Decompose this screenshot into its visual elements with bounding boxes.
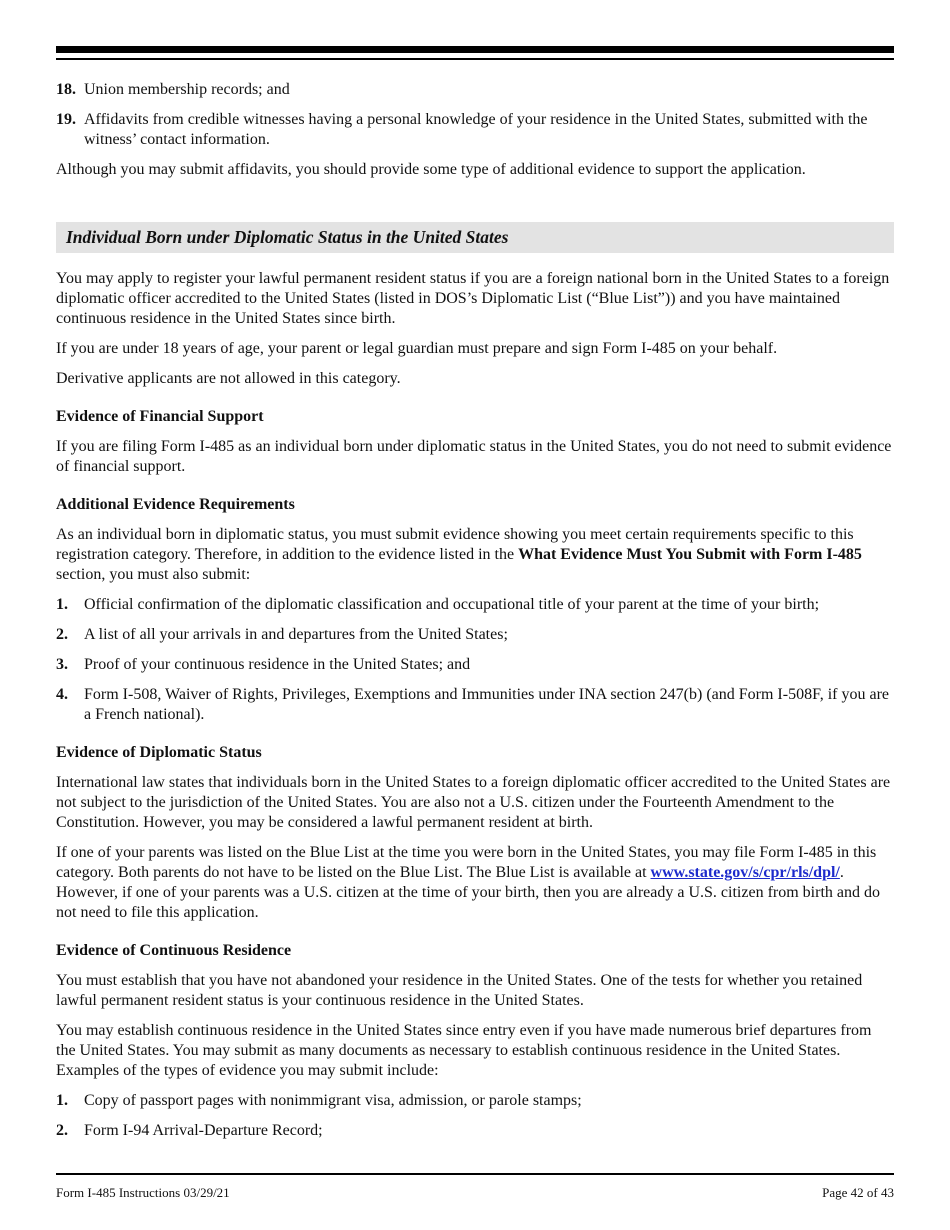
list-item	[56, 110, 894, 150]
list-number: 18.	[56, 81, 76, 98]
heading-diplomatic-status: Evidence of Diplomatic Status	[56, 744, 262, 761]
list-item	[56, 1091, 894, 1111]
list-text: Affidavits from credible witnesses having a personal knowledge of your residence in the United States, submitted with the witness’ contact information.	[84, 111, 868, 148]
list-number: 2.	[56, 1122, 68, 1139]
list-number: 3.	[56, 656, 68, 673]
list-item	[56, 685, 894, 725]
list-item	[56, 655, 894, 675]
paragraph-under-18: If you are under 18 years of age, your parent or legal guardian must prepare and sign Form I-485 on your behalf.	[56, 340, 778, 357]
paragraph-intro: You may apply to register your lawful permanent resident status if you are a foreign national born in the United States to a foreign diplomatic officer accredited to the United States (listed in DOS’s Diplomatic List (“Blue List”)) and you have maintained continuous residence in the United States since birth.	[56, 270, 890, 327]
list-item	[56, 1121, 894, 1141]
paragraph-additional-evidence	[56, 525, 894, 585]
header-rule-thin	[56, 58, 894, 60]
list-text: A list of all your arrivals in and departures from the United States;	[84, 626, 508, 643]
text-span: As an individual born in diplomatic status, you must submit evidence showing you meet certain requirements specific to this registration category. Therefore, in addition to the evidence listed in the	[56, 526, 854, 563]
list-number: 2.	[56, 626, 68, 643]
list-text: Official confirmation of the diplomatic classification and occupational title of your parent at the time of your birth;	[84, 596, 820, 613]
list-text: Form I-508, Waiver of Rights, Privileges, Exemptions and Immunities under INA section 247(b) (and Form I-508F, if you are a French national).	[84, 686, 890, 723]
paragraph-diplomatic-2	[56, 843, 894, 923]
footer-rule	[56, 1173, 894, 1175]
list-number: 4.	[56, 686, 68, 703]
text-span: If one of your parents was listed on the Blue List at the time you were born in the United States, you may file Form I-485 in this category. Both parents do not have to be listed on the Blue List. The Blue List is available at	[56, 844, 877, 881]
paragraph-continuous-1: You must establish that you have not abandoned your residence in the United States. One of the tests for whether you retained lawful permanent resident status is your continuous residence in the United States.	[56, 972, 863, 1009]
paragraph-affidavits: Although you may submit affidavits, you should provide some type of additional evidence to support the application.	[56, 161, 806, 178]
list-item	[56, 625, 894, 645]
list-text: Union membership records; and	[84, 81, 290, 98]
heading-financial-support: Evidence of Financial Support	[56, 408, 264, 425]
footer-form-info: Form I-485 Instructions 03/29/21	[56, 1185, 230, 1200]
text-span: section, you must also submit:	[56, 566, 251, 583]
header-rule-thick	[56, 46, 894, 53]
list-number: 19.	[56, 111, 76, 128]
heading-continuous-residence: Evidence of Continuous Residence	[56, 942, 292, 959]
list-item	[56, 595, 894, 615]
list-text: Proof of your continuous residence in the United States; and	[84, 656, 471, 673]
page-content	[56, 80, 894, 1151]
text-span: . However, if one of your parents was a U.S. citizen at the time of your birth, then you are already a U.S. citizen from birth and do not need to file this application.	[56, 864, 880, 921]
paragraph-continuous-2: You may establish continuous residence in the United States since entry even if you have made numerous brief departures from the United States. You may submit as many documents as necessary to establish continuous residence in the United States. Examples of the types of evidence you may submit include:	[56, 1022, 872, 1079]
list-item	[56, 80, 894, 100]
blue-list-link[interactable]: www.state.gov/s/cpr/rls/dpl/	[650, 864, 840, 881]
paragraph-diplomatic-1: International law states that individuals born in the United States to a foreign diplomatic officer accredited to the United States are not subject to the jurisdiction of the United States. You are also not a U.S. citizen under the Fourteenth Amendment to the Constitution. However, you may be considered a lawful permanent resident at birth.	[56, 774, 891, 831]
list-number: 1.	[56, 1092, 68, 1109]
list-text: Form I-94 Arrival-Departure Record;	[84, 1122, 323, 1139]
section-banner: Individual Born under Diplomatic Status in the United States	[56, 222, 894, 253]
heading-additional-evidence: Additional Evidence Requirements	[56, 496, 295, 513]
list-number: 1.	[56, 596, 68, 613]
bold-section-reference: What Evidence Must You Submit with Form I-485	[518, 546, 862, 563]
footer-page-number: Page 42 of 43	[822, 1185, 894, 1200]
list-text: Copy of passport pages with nonimmigrant visa, admission, or parole stamps;	[84, 1092, 582, 1109]
paragraph-financial-support: If you are filing Form I-485 as an individual born under diplomatic status in the United States, you do not need to submit evidence of financial support.	[56, 438, 892, 475]
paragraph-derivative: Derivative applicants are not allowed in this category.	[56, 370, 401, 387]
